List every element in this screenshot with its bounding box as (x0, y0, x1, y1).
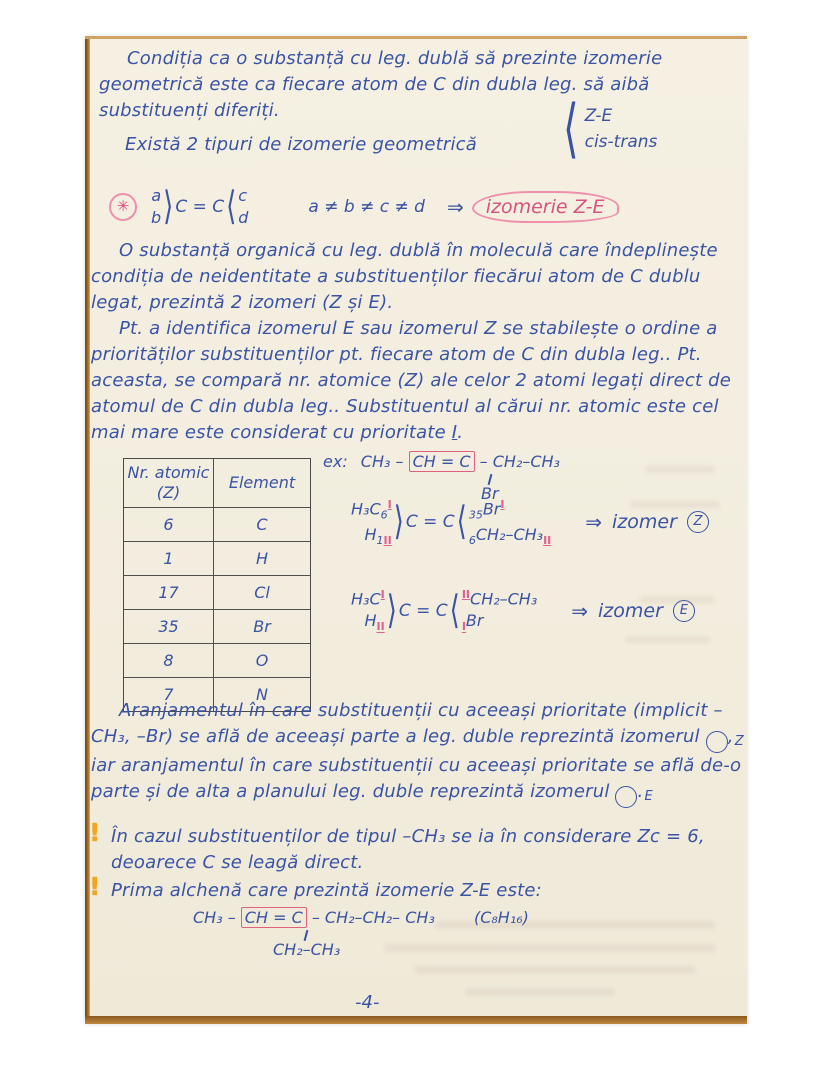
types-intro: Există 2 tipuri de izomerie geometrică (125, 134, 477, 155)
table-row: 7 N (124, 678, 310, 711)
bond-angle-left: ⟩ (163, 184, 174, 229)
rule-double-bond: C = C (175, 196, 225, 217)
rule-substituent-c: c (238, 186, 248, 205)
bond-angle-left: ⟩ (393, 499, 404, 545)
notebook-page (85, 36, 747, 1024)
table-row: 1 H (124, 542, 310, 576)
table-row: 8 O (124, 644, 310, 678)
type-option-cistrans: cis-trans (584, 132, 658, 152)
result-label: izomer (598, 599, 663, 622)
star-rule-row (109, 186, 619, 227)
bleed-through-mark (625, 636, 710, 643)
result-label: izomer (612, 511, 677, 534)
implies-arrow: ⇒ (446, 194, 464, 219)
rule-substituent-b: b (151, 208, 162, 227)
star-icon: ✳ (109, 193, 137, 221)
type-option-ze: Z-E (584, 106, 613, 126)
paragraph-arrangement: Aranjamentul în care substituenții cu aceeași prioritate (implicit –CH₃, –Br) se află de aceeași parte a leg. duble reprezintă izomerul Z, iar aranjamentul în care substituenții cu aceeași prioritate se află de-o parte și de alta a planului leg. duble reprezintă izomerul E. (91, 698, 747, 808)
example-label: ex: (323, 452, 348, 471)
circled-symbol-z: Z (687, 511, 709, 533)
bleed-through-mark (415, 966, 695, 974)
rule-substituent-d: d (238, 208, 249, 227)
exclamation-icon: ! (89, 872, 101, 901)
circled-symbol-e: E (615, 786, 637, 808)
branch-group: CH₂–CH₃ (273, 940, 341, 959)
bleed-through-mark (435, 921, 715, 929)
table-header-element: Element (214, 459, 310, 508)
bond-angle-left: ⟩ (386, 588, 397, 634)
example-formula: ex: CH₃ – CH = C – CH₂–CH₃ Br (323, 452, 560, 503)
paragraph-condition: Condiția ca o substanță cu leg. dublă să prezinte izomerie geometrică este ca fiecare atom de C din dubla leg. să aibă substituenți diferiți. (99, 48, 663, 121)
rule-substituent-a: a (151, 186, 162, 205)
page-number: -4- (355, 992, 380, 1013)
rule-condition: a ≠ b ≠ c ≠ d (308, 196, 425, 217)
table-row: 6 C (124, 508, 310, 542)
types-brace-group (563, 92, 658, 166)
body-paragraphs (91, 238, 747, 446)
atomic-number-table (123, 458, 311, 712)
paragraph-priorities: Pt. a identifica izomerul E sau izomerul Z se stabilește o ordine a priorităților substituenților pt. fiecare atom de C din dubla leg.. Pt. aceasta, se compară nr. atomice (Z) ale celor 2 atomi legați direct de atomul de C din dubla leg.. Substituentul al cărui nr. atomic este cel mai mare este considerat cu prioritate I. (91, 318, 732, 443)
bleed-through-mark (630, 501, 720, 508)
marked-double-bond-box: CH = C (409, 451, 475, 472)
bond-angle-right: ⟨ (449, 588, 460, 634)
rule-conclusion-cloud: izomerie Z-E (472, 191, 619, 223)
page-top-edge (85, 36, 747, 39)
paragraph-definition: O substanță organică cu leg. dublă în moleculă care îndeplinește condiția de neidentitate a substituenților fiecărui atom de C dublu legat, prezintă 2 izomeri (Z și E). (91, 240, 718, 313)
table-row: 17 Cl (124, 576, 310, 610)
note-first-alkene: ! Prima alchenă care prezintă izomerie Z-E este: (89, 872, 542, 901)
page-bottom-edge (85, 1016, 747, 1024)
bond-angle-right: ⟨ (456, 499, 467, 545)
bond-angle-right: ⟨ (226, 184, 237, 229)
circled-symbol-e: E (673, 600, 695, 622)
final-formula: CH₃ – CH = C – CH₂–CH₂– CH₃ (C₈H₁₆) CH₂–CH₃ (193, 908, 529, 959)
structure-izomer-z: $H_3C_6^I$ $H_{1II}$ ⟩ C = C ⟨ $_{35}Br^I$ $_6CH_2-CH_3_{II}$ ⇒ izomer Z (351, 498, 709, 547)
bleed-through-mark (645, 466, 715, 473)
bleed-through-mark (465, 988, 615, 996)
exclamation-icon: ! (89, 818, 101, 847)
bleed-through-mark (640, 596, 715, 603)
table-header-z: Nr. atomic (Z) (124, 459, 214, 508)
bleed-through-mark (385, 944, 715, 952)
priority-I-underlined: I (451, 422, 458, 443)
brace-icon: ⟨ (563, 92, 579, 166)
note-carbon-z: ! În cazul substituenților de tipul –CH₃ se ia în considerare Zc = 6, deoarece C se leagă direct. (89, 818, 705, 873)
marked-double-bond-box: CH = C (241, 907, 307, 928)
example-substituent: Br (481, 484, 499, 503)
table-row: 35 Br (124, 610, 310, 644)
implies-arrow: ⇒ (571, 598, 589, 623)
circled-symbol-z: Z (706, 731, 728, 753)
implies-arrow: ⇒ (585, 510, 603, 535)
molecular-formula: (C₈H₁₆) (473, 908, 529, 927)
structure-izomer-e: $H_3C^I$ $H_{II}$ ⟩ C = C ⟨ $^{II}$CH₂–CH₃ $_I$Br ⇒ izomer E (351, 588, 695, 634)
